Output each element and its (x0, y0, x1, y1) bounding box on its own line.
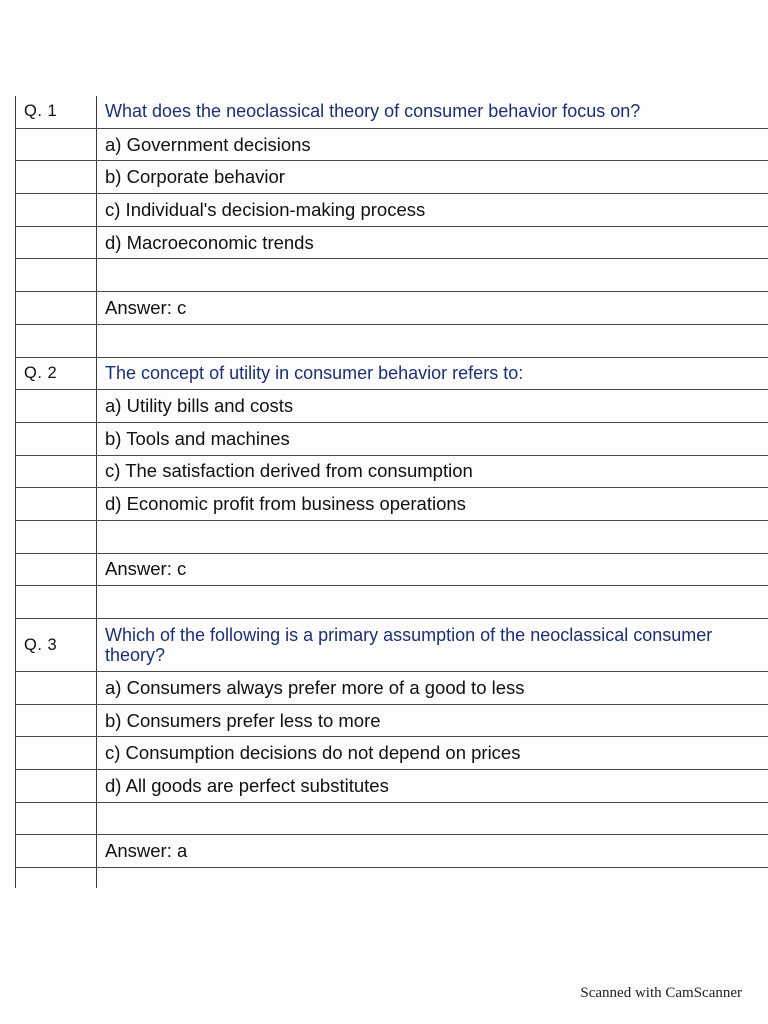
number-cell (16, 553, 97, 586)
question-text: The concept of utility in consumer behavior refers to: (97, 357, 768, 390)
blank-row (16, 868, 768, 889)
option-row (16, 455, 768, 488)
question-text: What does the neoclassical theory of consumer behavior focus on? (97, 96, 768, 128)
number-cell (16, 737, 97, 770)
blank-row (16, 586, 768, 619)
option-row (16, 672, 768, 705)
answer-text: Answer: a (97, 835, 768, 868)
option-row (16, 194, 768, 227)
question-row (16, 619, 768, 672)
number-cell (16, 161, 97, 194)
answer-row (16, 292, 768, 325)
option-row (16, 390, 768, 423)
option-text: a) Consumers always prefer more of a good to less (97, 672, 768, 705)
blank-row (16, 520, 768, 553)
answer-text: Answer: c (97, 292, 768, 325)
question-row (16, 357, 768, 390)
question-row (16, 96, 768, 128)
option-row (16, 422, 768, 455)
number-cell (16, 488, 97, 521)
number-cell (16, 390, 97, 423)
option-row (16, 226, 768, 259)
blank-cell (97, 324, 768, 357)
option-text: b) Tools and machines (97, 422, 768, 455)
option-text: b) Consumers prefer less to more (97, 704, 768, 737)
blank-cell (97, 259, 768, 292)
option-row (16, 704, 768, 737)
number-cell (16, 770, 97, 803)
blank-row (16, 802, 768, 835)
question-number: Q. 2 (16, 357, 97, 390)
blank-row (16, 324, 768, 357)
number-cell (16, 672, 97, 705)
option-text: a) Utility bills and costs (97, 390, 768, 423)
option-text: d) Economic profit from business operations (97, 488, 768, 521)
option-row (16, 488, 768, 521)
option-text: d) All goods are perfect substitutes (97, 770, 768, 803)
number-cell (16, 128, 97, 161)
number-cell (16, 259, 97, 292)
number-cell (16, 226, 97, 259)
number-cell (16, 324, 97, 357)
number-cell (16, 422, 97, 455)
blank-cell (97, 802, 768, 835)
number-cell (16, 520, 97, 553)
answer-row (16, 553, 768, 586)
number-cell (16, 868, 97, 889)
number-cell (16, 835, 97, 868)
blank-row (16, 259, 768, 292)
number-cell (16, 802, 97, 835)
question-number: Q. 3 (16, 619, 97, 672)
number-cell (16, 455, 97, 488)
number-cell (16, 586, 97, 619)
option-text: d) Macroeconomic trends (97, 226, 768, 259)
question-text: Which of the following is a primary assumption of the neoclassical consumer theory? (97, 619, 768, 672)
option-text: a) Government decisions (97, 128, 768, 161)
option-row (16, 737, 768, 770)
option-text: c) Individual's decision-making process (97, 194, 768, 227)
option-row (16, 128, 768, 161)
option-text: c) The satisfaction derived from consumption (97, 455, 768, 488)
option-text: b) Corporate behavior (97, 161, 768, 194)
answer-row (16, 835, 768, 868)
number-cell (16, 292, 97, 325)
blank-cell (97, 586, 768, 619)
question-table (15, 96, 768, 888)
answer-text: Answer: c (97, 553, 768, 586)
number-cell (16, 704, 97, 737)
option-row (16, 770, 768, 803)
option-row (16, 161, 768, 194)
number-cell (16, 194, 97, 227)
camscanner-watermark: Scanned with CamScanner (580, 985, 742, 1001)
blank-cell (97, 868, 768, 889)
blank-cell (97, 520, 768, 553)
option-text: c) Consumption decisions do not depend on prices (97, 737, 768, 770)
question-number: Q. 1 (16, 96, 97, 128)
